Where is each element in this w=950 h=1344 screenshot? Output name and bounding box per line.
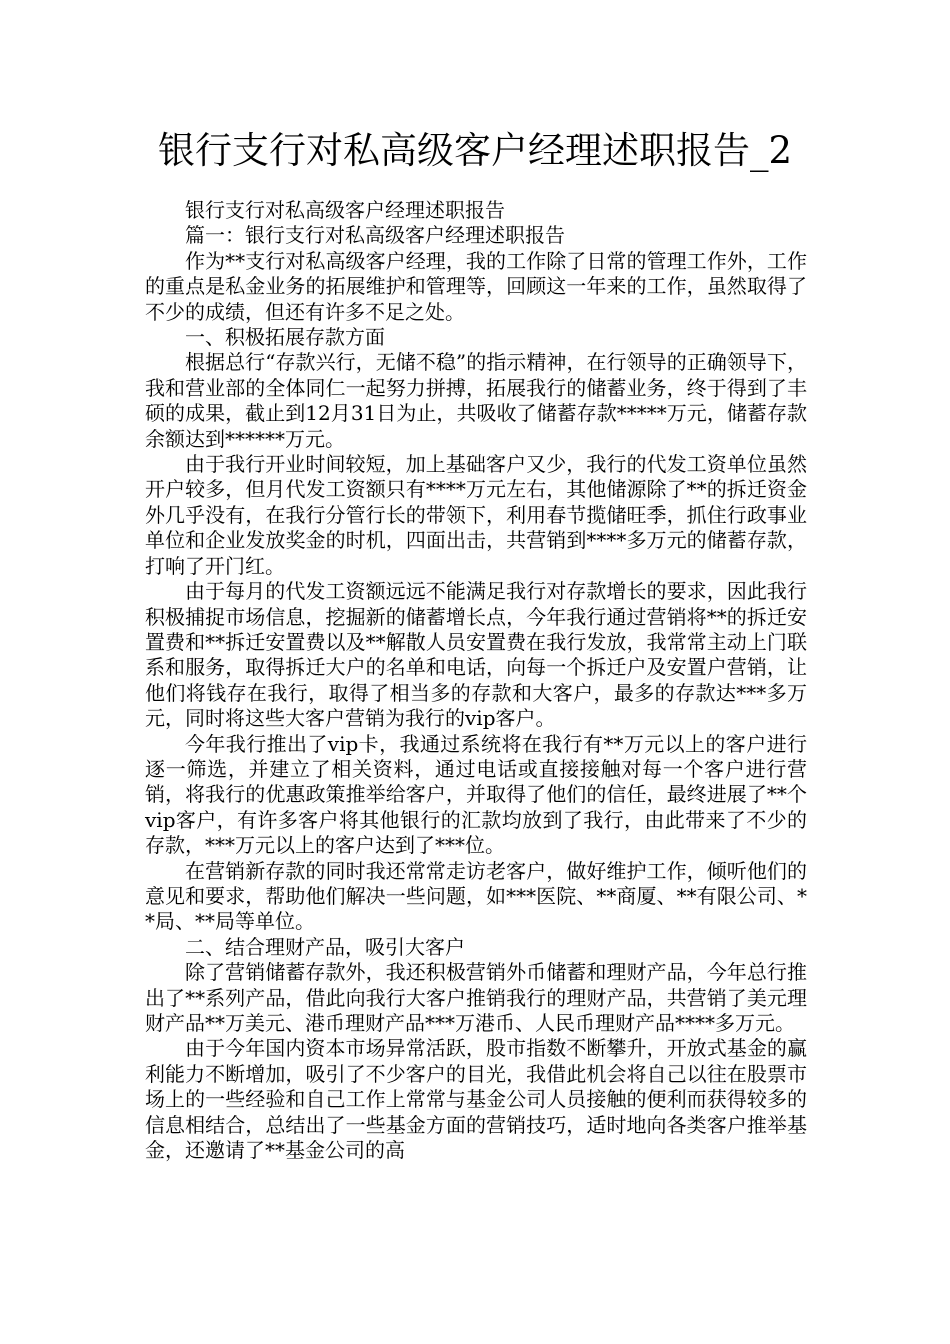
paragraph-subtitle: 银行支行对私高级客户经理述职报告 [185, 198, 505, 222]
paragraph-fund-marketing: 由于今年国内资本市场异常活跃，股市指数不断攀升，开放式基金的赢利能力不断增加，吸引了不少客户的目光，我借此机会将自己以往在股票市场上的一些经验和自己工作上常常与基金公司人员接触的便利而获得较多的信息相结合，总结出了一些基金方面的营销技巧，适时地向各类客户推举基金，还邀请了**基金公司的高 [145, 1036, 807, 1163]
section-heading-deposits: 一、积极拓展存款方面 [185, 325, 385, 350]
paragraph-client-maintenance: 在营销新存款的同时我还常常走访老客户，做好维护工作，倾听他们的意见和要求，帮助他们解决一些问题，如***医院、**商厦、**有限公司、**局、**局等单位。 [145, 858, 807, 934]
paragraph-intro: 作为**支行对私高级客户经理，我的工作除了日常的管理工作外，工作的重点是私金业务的拓展维护和管理等，回顾这一年来的工作，虽然取得了不少的成绩，但还有许多不足之处。 [145, 248, 807, 324]
document-title: 银行支行对私高级客户经理述职报告_2 [157, 129, 793, 172]
paragraph-relocation-funds: 由于每月的代发工资额远远不能满足我行对存款增长的要求，因此我行积极捕捉市场信息，挖掘新的储蓄增长点，今年我行通过营销将**的拆迁安置费和**拆迁安置费以及**解散人员安置费在我行发放，我常常主动上门联系和服务，取得拆迁大户的名单和电话，向每一个拆迁户及安置户营销，让他们将钱存在我行，取得了相当多的存款和大客户，最多的存款达***多万元，同时将这些大客户营销为我行的vip客户。 [145, 579, 807, 731]
document-body [145, 198, 807, 1163]
paragraph-wealth-sales: 除了营销储蓄存款外，我还积极营销外币储蓄和理财产品，今年总行推出了**系列产品，借此向我行大客户推销我行的理财产品，共营销了美元理财产品**万美元、港币理财产品***万港币、人民币理财产品****多万元。 [145, 960, 807, 1035]
paragraph-deposit-results: 根据总行“存款兴行，无储不稳”的指示精神，在行领导的正确领导下，我和营业部的全体同仁一起努力拼搏，拓展我行的储蓄业务，终于得到了丰硕的成果，截止到12月31日为止，共吸收了储蓄存款*****万元，储蓄存款余额达到******万元。 [145, 350, 807, 451]
paragraph-vip-card: 今年我行推出了vip卡，我通过系统将在我行有**万元以上的客户进行逐一筛选，并建立了相关资料，通过电话或直接接触对每一个客户进行营销，将我行的优惠政策推举给客户，并取得了他们的信任，最终进展了**个vip客户，有许多客户将其他银行的汇款均放到了我行，由此带来了不少的存款，***万元以上的客户达到了***位。 [145, 731, 807, 858]
paragraph-payroll-marketing: 由于我行开业时间较短，加上基础客户又少，我行的代发工资单位虽然开户较多，但月代发工资额只有****万元左右，其他储源除了**的拆迁资金外几乎没有，在我行分管行长的带领下，利用春节揽储旺季，抓住行政事业单位和企业发放奖金的时机，四面出击，共营销到****多万元的储蓄存款，打响了开门红。 [145, 452, 807, 578]
paragraph-chapter-heading: 篇一：银行支行对私高级客户经理述职报告 [185, 223, 565, 248]
section-heading-wealth-products: 二、结合理财产品，吸引大客户 [185, 934, 465, 959]
